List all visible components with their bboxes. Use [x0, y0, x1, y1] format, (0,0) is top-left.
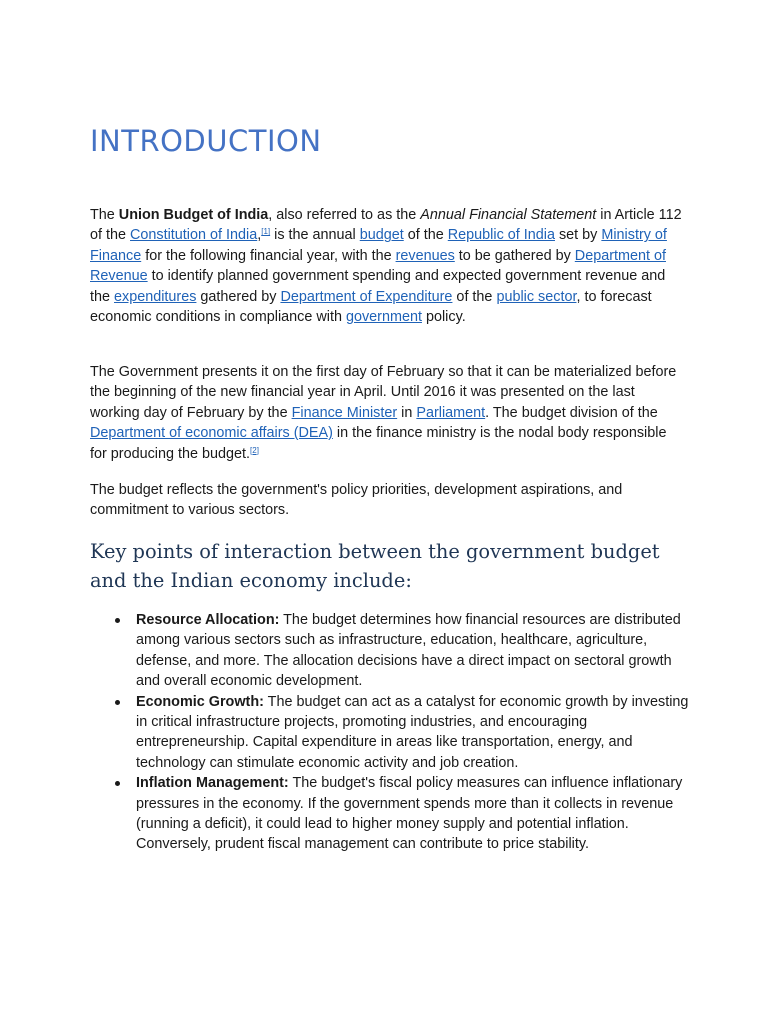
text: policy.: [421, 309, 466, 326]
text: gathered by: [196, 288, 281, 305]
text: The Government presents it on the first day of February so that it can be materialized before the beginning of the new financial year in April. Until 2016 it was presented on the last working day of February by the: [90, 364, 677, 421]
link-constitution-of-india[interactable]: Constitution of India: [130, 227, 258, 244]
text: set by: [554, 227, 602, 244]
link-revenues[interactable]: revenues: [395, 247, 455, 264]
link-public-sector[interactable]: public sector: [496, 288, 577, 305]
intro-paragraph: [90, 205, 682, 327]
text: The: [90, 207, 119, 223]
text: of the: [403, 227, 448, 244]
text: , also referred to as the: [268, 207, 421, 223]
list-item: [90, 692, 690, 774]
link-parliament[interactable]: Parliament: [416, 404, 486, 421]
presentation-paragraph: [90, 362, 682, 464]
citation-2[interactable]: [2]: [250, 445, 259, 455]
link-finance-minister[interactable]: Finance Minister: [291, 404, 398, 421]
bullet-text: The budget's fiscal policy measures can influence inflationary pressures in the economy. If the government spends more than it collects in revenue (running a deficit), it could lead to higher money supply and potential inflation. Conversely, prudent fiscal management can contribute to price stability.: [136, 775, 683, 853]
link-department-of-revenue[interactable]: Department of Revenue: [90, 247, 666, 285]
list-item: [90, 610, 690, 692]
citation-1[interactable]: [1]: [261, 227, 271, 237]
italic-term: Annual Financial Statement: [420, 207, 597, 223]
text: is the annual: [270, 227, 360, 244]
page-title: INTRODUCTION: [90, 124, 322, 158]
list-item: [90, 773, 690, 855]
text: in the finance ministry is the nodal body responsible for producing the budget.: [90, 425, 667, 462]
section-heading: Key points of interaction between the government budget and the Indian economy include:: [90, 540, 660, 592]
bullet-label: Economic Growth:: [136, 693, 264, 710]
bullet-text: The budget can act as a catalyst for economic growth by investing in critical infrastructure projects, promoting industries, and encouraging entrepreneurship. Capital expenditure in areas like transportation, energy, and technology can stimulate economic activity and job creation.: [136, 693, 689, 771]
text: to be gathered by: [454, 247, 575, 264]
text: in Article 112 of the: [90, 207, 682, 244]
text: of the: [452, 288, 497, 305]
key-points-list: [90, 610, 690, 855]
text: to identify planned government spending and expected government revenue and the: [90, 268, 666, 305]
text: . The budget division of the: [485, 404, 658, 421]
bold-term: Union Budget of India: [118, 207, 269, 223]
link-republic-of-india[interactable]: Republic of India: [447, 227, 555, 244]
priorities-paragraph: The budget reflects the government's policy priorities, development aspirations, and commitment to various sectors.: [90, 482, 623, 519]
link-government[interactable]: government: [345, 309, 422, 326]
text: ,: [257, 227, 262, 244]
bullet-label: Resource Allocation:: [136, 612, 280, 628]
bullet-text: The budget determines how financial resources are distributed among various sectors such as infrastructure, education, healthcare, agriculture, defense, and more. The allocation decisions have a direct impact on sectoral growth and overall economic development.: [136, 612, 681, 690]
link-expenditures[interactable]: expenditures: [114, 288, 197, 305]
text: , to forecast economic conditions in compliance with: [90, 288, 652, 326]
text: in: [397, 404, 417, 421]
link-budget[interactable]: budget: [359, 227, 404, 244]
text: for the following financial year, with the: [141, 247, 396, 264]
link-ministry-of-finance[interactable]: Ministry of Finance: [90, 227, 667, 264]
link-department-of-expenditure[interactable]: Department of Expenditure: [280, 288, 453, 305]
link-department-of-economic-affairs[interactable]: Department of economic affairs (DEA): [90, 425, 333, 442]
bullet-label: Inflation Management:: [136, 775, 289, 792]
